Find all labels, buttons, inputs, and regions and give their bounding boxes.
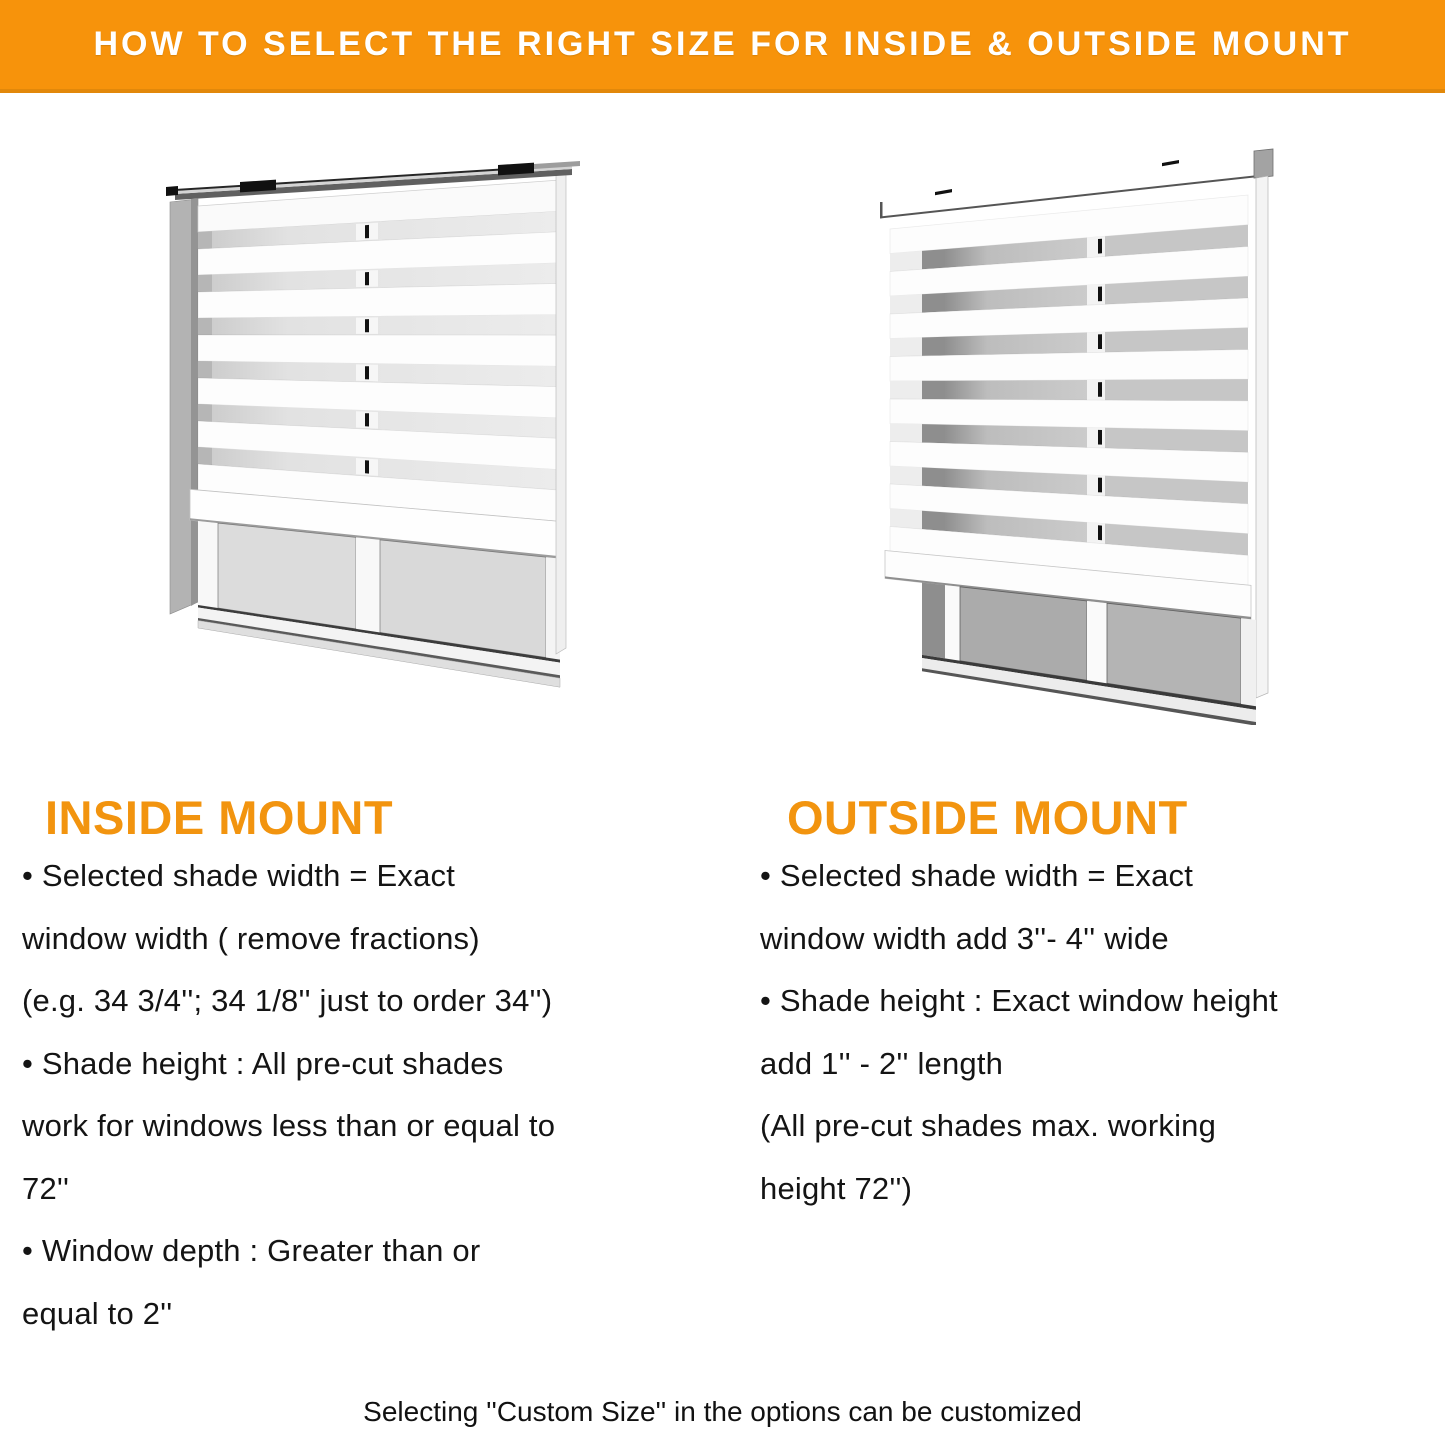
spec-line: height 72'') bbox=[760, 1170, 913, 1206]
spec-line: • Window depth : Greater than or bbox=[22, 1233, 481, 1268]
spec-line: window width ( remove fractions) bbox=[22, 920, 480, 956]
outside-mount-heading: OUTSIDE MOUNT bbox=[787, 791, 1188, 844]
outside-mount-spec-list bbox=[760, 845, 1445, 1220]
spec-line: • Shade height : All pre-cut shades bbox=[22, 1045, 504, 1081]
spec-line: work for windows less than or equal to bbox=[22, 1108, 556, 1143]
spec-line: window width add 3''- 4'' wide bbox=[760, 920, 1169, 956]
spec-line: add 1'' - 2'' length bbox=[760, 1045, 1004, 1081]
outside-mount-window-drawing bbox=[865, 145, 1335, 725]
spec-line: • Shade height : Exact window height bbox=[760, 983, 1278, 1018]
spec-line: (All pre-cut shades max. working bbox=[760, 1108, 1217, 1143]
spec-line: 72'' bbox=[22, 1170, 70, 1206]
page-title: HOW TO SELECT THE RIGHT SIZE FOR INSIDE & OUTSIDE MOUNT bbox=[93, 25, 1352, 63]
outside-mount-illustration bbox=[865, 145, 1335, 725]
spec-line: • Selected shade width = Exact bbox=[22, 858, 456, 893]
spec-line: • Selected shade width = Exact bbox=[760, 858, 1194, 893]
inside-mount-heading: INSIDE MOUNT bbox=[45, 791, 394, 844]
footer-note: Selecting ''Custom Size'' in the options can be customized bbox=[363, 1396, 1082, 1427]
inside-mount-spec-list bbox=[22, 845, 722, 1345]
spec-line: equal to 2'' bbox=[22, 1295, 173, 1331]
inside-mount-illustration bbox=[160, 150, 640, 710]
header-banner bbox=[0, 0, 1445, 93]
inside-mount-window-drawing bbox=[160, 150, 640, 710]
spec-line: (e.g. 34 3/4''; 34 1/8'' just to order 34'') bbox=[22, 983, 553, 1018]
